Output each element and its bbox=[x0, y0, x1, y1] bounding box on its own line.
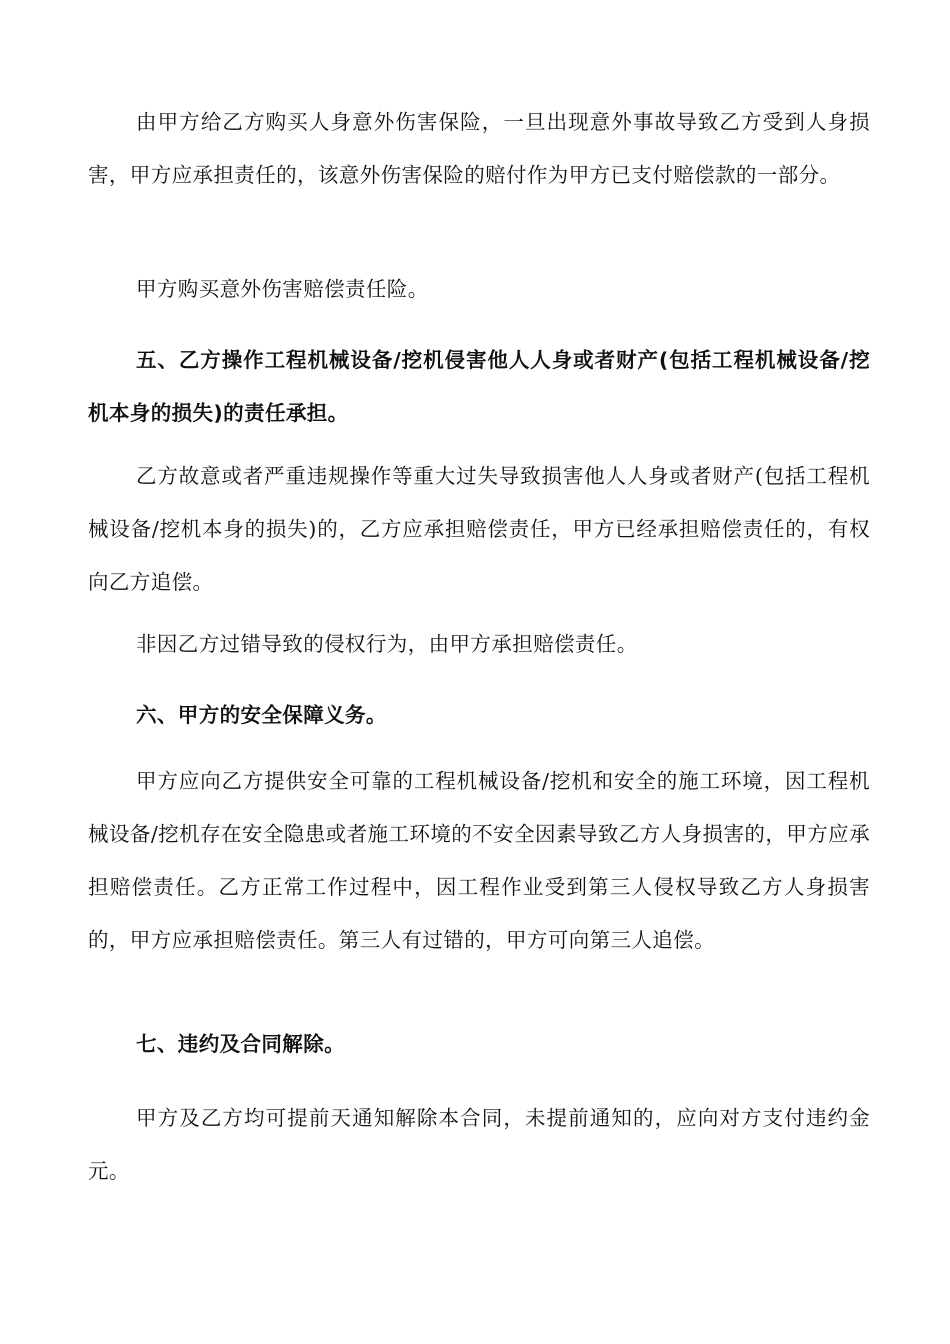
paragraph-termination: 甲方及乙方均可提前天通知解除本合同，未提前通知的，应向对方支付违约金元。 bbox=[88, 1106, 870, 1183]
paragraph-non-fault-tort: 非因乙方过错导致的侵权行为，由甲方承担赔偿责任。 bbox=[136, 632, 638, 656]
heading-section-six: 六、甲方的安全保障义务。 bbox=[136, 703, 387, 727]
heading-section-five: 五、乙方操作工程机械设备/挖机侵害他人人身或者财产(包括工程机械设备/挖机本身的损失)的责任承担。 bbox=[88, 348, 870, 425]
heading-section-seven: 七、违约及合同解除。 bbox=[136, 1032, 345, 1056]
paragraph-insurance-purchase: 由甲方给乙方购买人身意外伤害保险，一旦出现意外事故导致乙方受到人身损害，甲方应承担责任的，该意外伤害保险的赔付作为甲方已支付赔偿款的一部分。 bbox=[88, 110, 870, 187]
paragraph-liability-insurance: 甲方购买意外伤害赔偿责任险。 bbox=[136, 277, 429, 301]
paragraph-safety-obligation: 甲方应向乙方提供安全可靠的工程机械设备/挖机和安全的施工环境，因工程机械设备/挖机存在安全隐患或者施工环境的不安全因素导致乙方人身损害的，甲方应承担赔偿责任。乙方正常工作过程中，因工程作业受到第三人侵权导致乙方人身损害的，甲方应承担赔偿责任。第三人有过错的，甲方可向第三人追偿。 bbox=[88, 769, 870, 952]
paragraph-operator-fault: 乙方故意或者严重违规操作等重大过失导致损害他人人身或者财产(包括工程机械设备/挖机本身的损失)的，乙方应承担赔偿责任，甲方已经承担赔偿责任的，有权向乙方追偿。 bbox=[88, 464, 870, 594]
